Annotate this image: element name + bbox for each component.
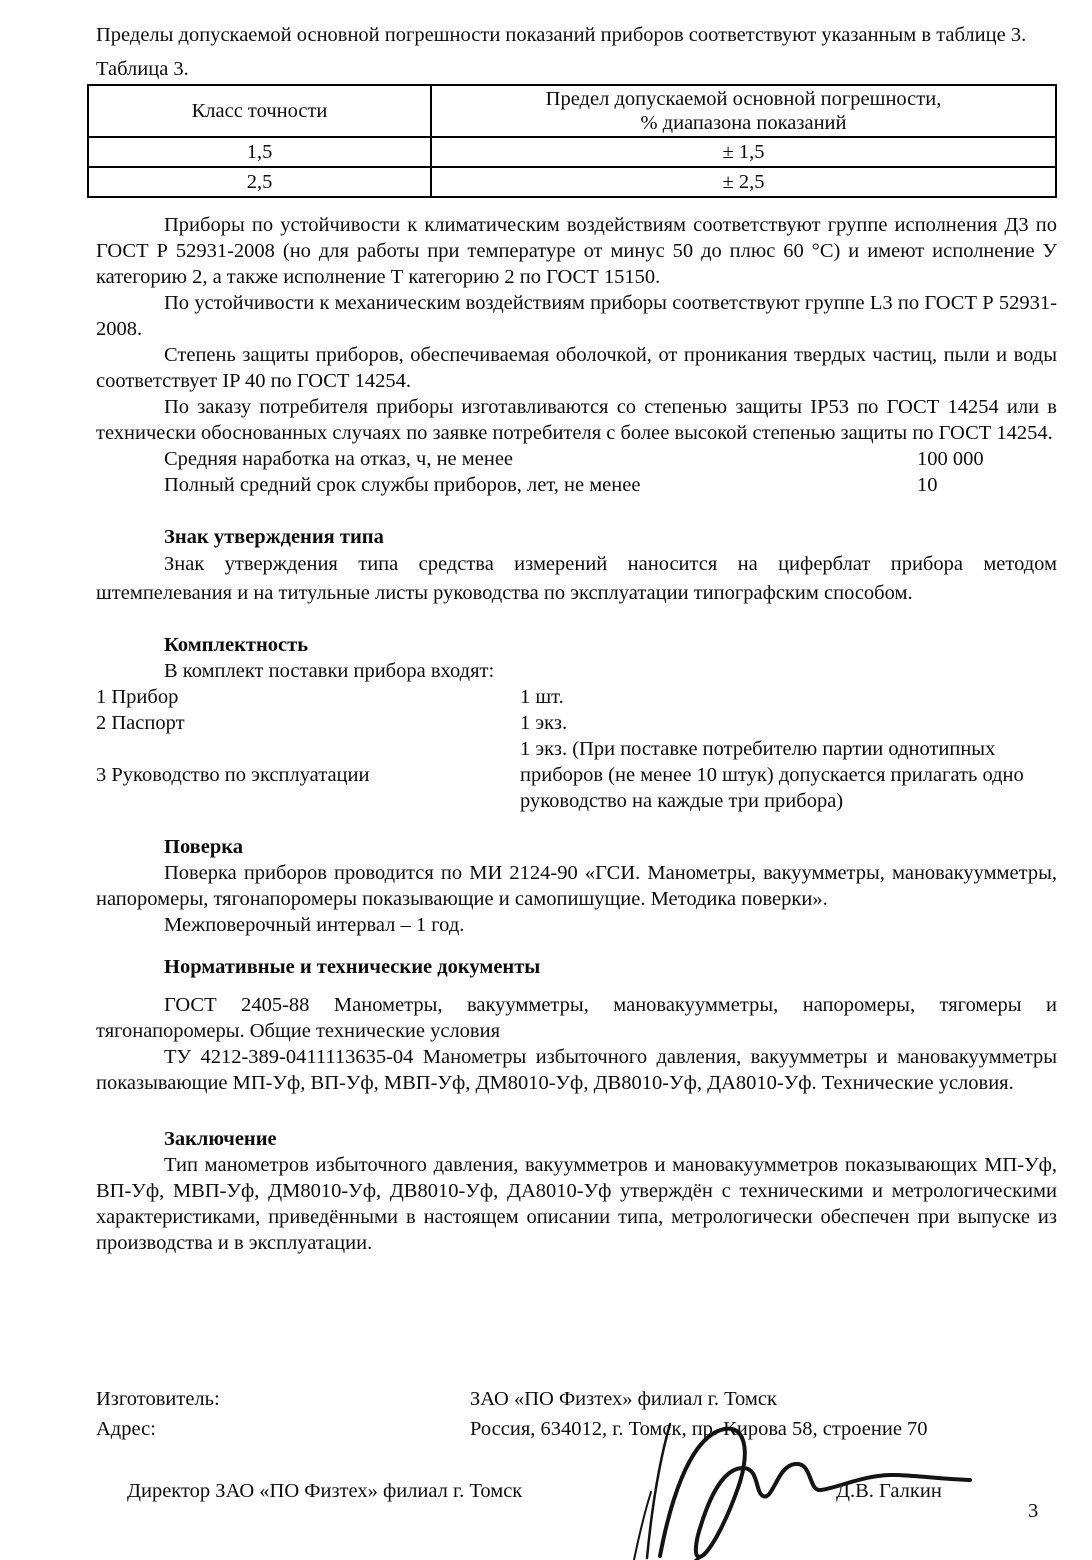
paragraph-custom-protection: По заказу потребителя приборы изготавливаются со степенью защиты IP53 по ГОСТ 14254 или в технически обоснованных случаях по заявке потребителя с более высокой степенью защиты по ГОСТ 14254. [96,396,1057,444]
normative-tu-paragraph: ТУ 4212-389-0411113635-04 Манометры избыточного давления, вакуумметры и мановакуумметры показывающие МП-Уф, ВП-Уф, МВП-Уф, ДМ8010-Уф, ДВ8010-Уф, ДА8010-Уф. Технические условия. [96,1046,1057,1094]
supply-item-row [96,684,1057,710]
table-header-row [88,85,1056,137]
supply-item-row [96,710,1057,736]
error-limit-cell: ± 1,5 [431,137,1056,167]
section-heading: Нормативные и технические документы [164,956,541,978]
table-header-limit [431,85,1056,137]
supply-item-name: 1 Прибор [96,686,179,708]
paragraph-climate: Приборы по устойчивости к климатическим воздействиям соответствуют группе исполнения Д3 по ГОСТ Р 52931-2008 (но для работы при температуре от минус 50 до плюс 60 °С) и имеют исполнение У категорию 2, а также исполнение Т категорию 2 по ГОСТ 15150. [96,214,1057,288]
table-header-limit-line1: Предел допускаемой основной погрешности, [545,88,942,110]
address-label: Адрес: [96,1418,156,1440]
section-completeness [96,632,1057,814]
table-row [88,167,1056,197]
supply-item-quantity: 1 экз. (При поставке потребителю партии однотипных приборов (не менее 10 штук) допускается прилагать одно руководство на каждые три прибора) [520,738,1024,812]
manufacturer-block [96,1384,1057,1444]
section-normative-docs [96,954,1057,1096]
approval-mark-paragraph: Знак утверждения типа средства измерений наносится на циферблат прибора методом штемпелевания и на титульные листы руководства по эксплуатации типографским способом. [96,553,1057,604]
spec-label: Полный средний срок службы приборов, лет, не менее [164,474,641,496]
normative-gost-paragraph: ГОСТ 2405-88 Манометры, вакуумметры, мановакуумметры, напоромеры, тягомеры и тягонапоромеры. Общие технические условия [96,994,1057,1042]
completeness-intro: В комплект поставки прибора входят: [164,660,495,682]
accuracy-table [87,84,1057,198]
section-conclusion [96,1126,1057,1256]
table-caption: Таблица 3. [96,58,189,80]
spec-label: Средняя наработка на отказ, ч, не менее [164,448,514,470]
spec-line-mtbf [96,446,1057,472]
manufacturer-label: Изготовитель: [96,1388,220,1410]
section-heading: Поверка [164,836,244,858]
supply-item-row [96,736,1057,814]
accuracy-class-cell: 2,5 [88,167,431,197]
conclusion-paragraph: Тип манометров избыточного давления, вакуумметров и мановакуумметров показывающих МП-Уф, ВП-Уф, МВП-Уф, ДМ8010-Уф, ДВ8010-Уф, ДА8010-Уф утверждён с техническими и метрологическими характеристиками, приведёнными в настоящем описании типа, метрологически обеспечен при выпуске из производства и в эксплуатации. [96,1154,1057,1254]
supply-item-quantity: 1 шт. [520,686,564,708]
paragraph-protection: Степень защиты приборов, обеспечиваемая оболочкой, от проникания твердых частиц, пыли и воды соответствует IP 40 по ГОСТ 14254. [96,344,1057,392]
section-heading: Заключение [164,1128,277,1150]
director-title: Директор ЗАО «ПО Физтех» филиал г. Томск [127,1480,523,1502]
manufacturer-value: ЗАО «ПО Физтех» филиал г. Томск [470,1388,777,1410]
table-row [88,137,1056,167]
section-heading: Комплектность [164,634,309,656]
error-limit-cell: ± 2,5 [431,167,1056,197]
paragraph-mechanical: По устойчивости к механическим воздействиям приборы соответствуют группе L3 по ГОСТ Р 52931-2008. [96,292,1057,340]
page-number: 3 [1028,1500,1039,1522]
section-heading: Знак утверждения типа [164,526,384,548]
document-content [96,22,1057,1256]
section-approval-mark [96,524,1057,608]
supply-item-name: 2 Паспорт [96,712,185,734]
verification-interval: Межповерочный интервал – 1 год. [164,914,465,936]
intro-paragraph: Пределы допускаемой основной погрешности показаний приборов соответствуют указанным в таблице 3. [96,24,1027,46]
director-name: Д.В. Галкин [836,1480,942,1502]
table-header-class: Класс точности [88,85,431,137]
spec-value: 100 000 [917,448,984,470]
section-verification [96,834,1057,938]
spec-line-service-life [96,472,1057,498]
accuracy-class-cell: 1,5 [88,137,431,167]
spec-value: 10 [917,474,938,496]
table-header-limit-line2: % диапазона показаний [640,112,847,134]
address-value: Россия, 634012, г. Томск, пр. Кирова 58, строение 70 [470,1418,928,1440]
supply-item-name: 3 Руководство по эксплуатации [96,764,370,786]
verification-paragraph: Поверка приборов проводится по МИ 2124-90 «ГСИ. Манометры, вакуумметры, мановакуумметры, напоромеры, тягонапоромеры показывающие и самопишущие. Методика поверки». [96,862,1057,910]
supply-item-quantity: 1 экз. [520,712,568,734]
manufacturer-row [96,1384,1057,1414]
address-row [96,1414,1057,1444]
